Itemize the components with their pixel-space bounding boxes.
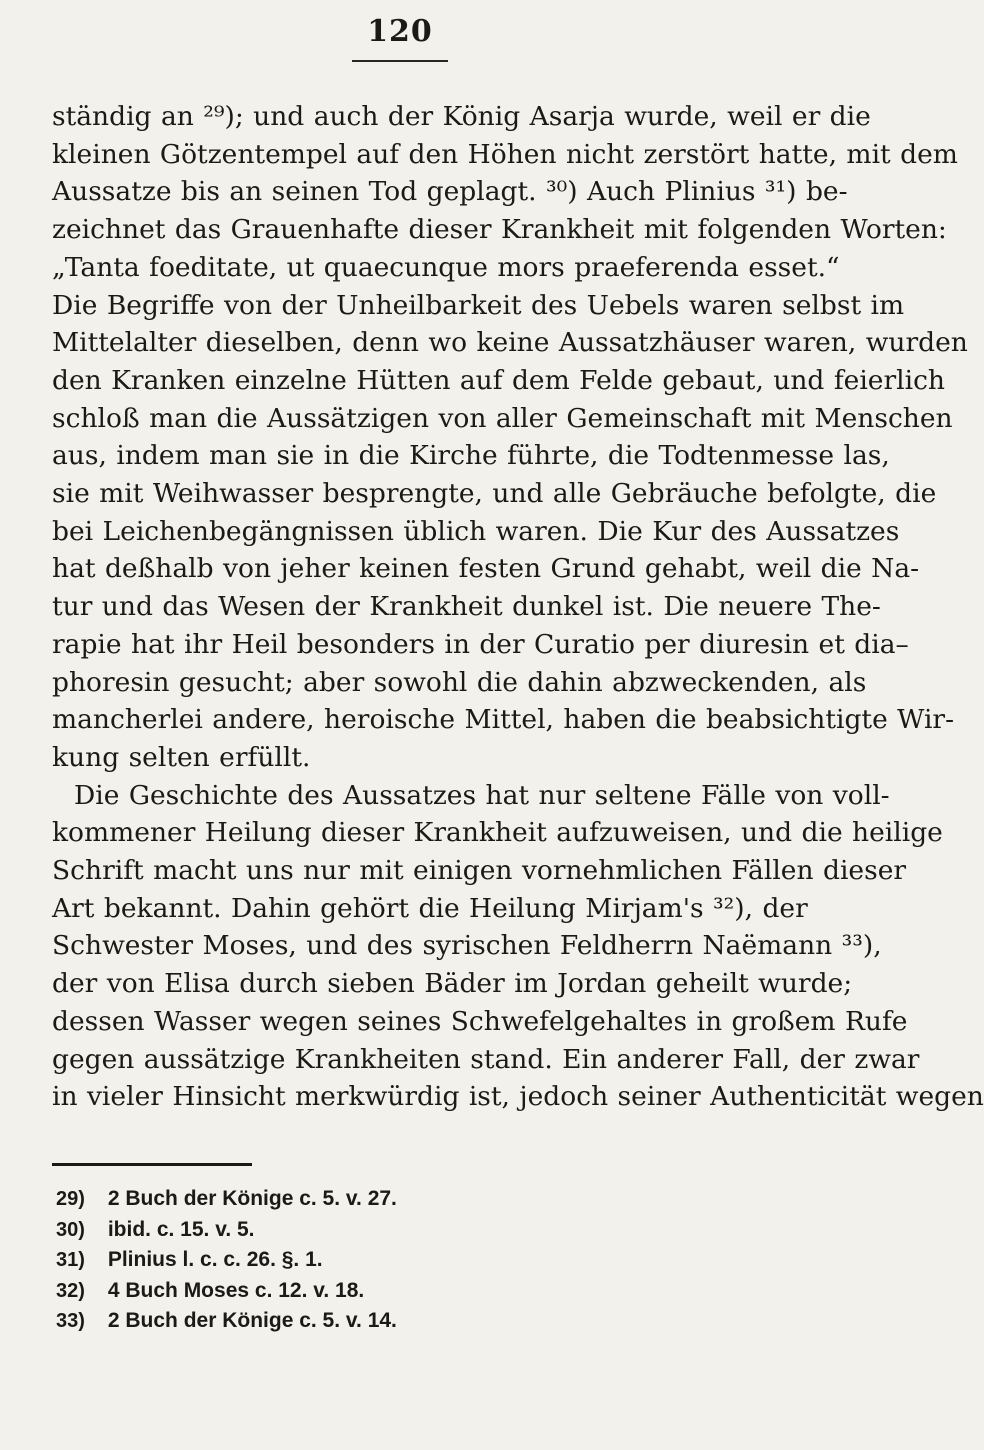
text-line: aus, indem man sie in die Kirche führte, die Todtenmesse las, — [52, 440, 890, 472]
text-line: tur und das Wesen der Krankheit dunkel ist. Die neuere The- — [52, 591, 881, 623]
text-line: zeichnet das Grauenhafte dieser Krankheit mit folgenden Worten: — [52, 214, 947, 246]
text-line: phoresin gesucht; aber sowohl die dahin abzweckenden, als — [52, 666, 867, 698]
footnote-mark: 30) — [56, 1218, 85, 1241]
footnote-mark: 31) — [56, 1249, 85, 1271]
text-line: Art bekannt. Dahin gehört die Heilung Mirjam's ³²), der — [52, 892, 808, 924]
text-line: in vieler Hinsicht merkwürdig ist, jedoch seiner Authenticität wegen — [52, 1081, 984, 1113]
text-line: ständig an ²⁹); und auch der König Asarja wurde, weil er die — [52, 101, 871, 132]
footnote-mark: 29) — [56, 1188, 85, 1210]
page-number-underline — [352, 60, 448, 62]
text-line: Aussatze bis an seinen Tod geplagt. ³⁰) Auch Plinius ³¹) be- — [52, 176, 848, 208]
text-line: dessen Wasser wegen seines Schwefelgehaltes in großem Rufe — [52, 1005, 908, 1037]
text-line: mancherlei andere, heroische Mittel, haben die beabsichtigte Wir- — [52, 704, 955, 736]
text-line: „Tanta foeditate, ut quaecunque mors praeferenda esset.“ — [52, 251, 840, 283]
text-line: sie mit Weihwasser besprengte, und alle Gebräuche befolgte, die — [52, 478, 937, 510]
text-line: der von Elisa durch sieben Bäder im Jordan geheilt wurde; — [52, 968, 853, 1000]
footnote — [56, 1245, 656, 1276]
text-line: Schrift macht uns nur mit einigen vornehmlichen Fällen dieser — [52, 855, 907, 887]
text-line: kung selten erfüllt. — [52, 741, 311, 773]
text-line: rapie hat ihr Heil besonders in der Curatio per diuresin et dia– — [52, 628, 909, 660]
footnote-text: 2 Buch der Könige c. 5. v. 27. — [107, 1187, 397, 1210]
footnote-mark: 33) — [56, 1310, 85, 1332]
footnote-text: ibid. c. 15. v. 5. — [107, 1217, 255, 1241]
footnote-text: Plinius l. c. c. 26. §. 1. — [107, 1248, 323, 1271]
text-line: Mittelalter dieselben, denn wo keine Aussatzhäuser waren, wurden — [52, 327, 968, 359]
footnote-divider — [52, 1163, 252, 1166]
text-line: den Kranken einzelne Hütten auf dem Felde gebaut, und feierlich — [52, 364, 945, 396]
body-text — [52, 98, 984, 1116]
footnote — [56, 1184, 656, 1215]
footnote-mark: 32) — [56, 1279, 85, 1302]
text-line: Die Geschichte des Aussatzes hat nur seltene Fälle von voll- — [74, 779, 890, 811]
footnote-text: 2 Buch der Könige c. 5. v. 14. — [107, 1309, 397, 1332]
text-line: kleinen Götzentempel auf den Höhen nicht zerstört hatte, mit dem — [52, 138, 958, 170]
text-line: schloß man die Aussätzigen von aller Gemeinschaft mit Menschen — [52, 402, 953, 434]
page-number: 120 — [367, 14, 433, 49]
footnote — [56, 1215, 656, 1246]
text-line: Schwester Moses, und des syrischen Feldherrn Naëmann ³³), — [52, 930, 882, 962]
text-line: gegen aussätzige Krankheiten stand. Ein anderer Fall, der zwar — [52, 1043, 920, 1075]
text-line: hat deßhalb von jeher keinen festen Grund gehabt, weil die Na- — [52, 553, 920, 585]
text-line: Die Begriffe von der Unheilbarkeit des Uebels waren selbst im — [52, 289, 905, 321]
footnotes — [56, 1184, 656, 1337]
footnote-text: 4 Buch Moses c. 12. v. 18. — [107, 1278, 365, 1302]
text-line: kommener Heilung dieser Krankheit aufzuweisen, und die heilige — [52, 817, 943, 849]
footnote — [56, 1276, 656, 1307]
footnote — [56, 1306, 656, 1337]
text-line: bei Leichenbegängnissen üblich waren. Die Kur des Aussatzes — [52, 515, 900, 547]
